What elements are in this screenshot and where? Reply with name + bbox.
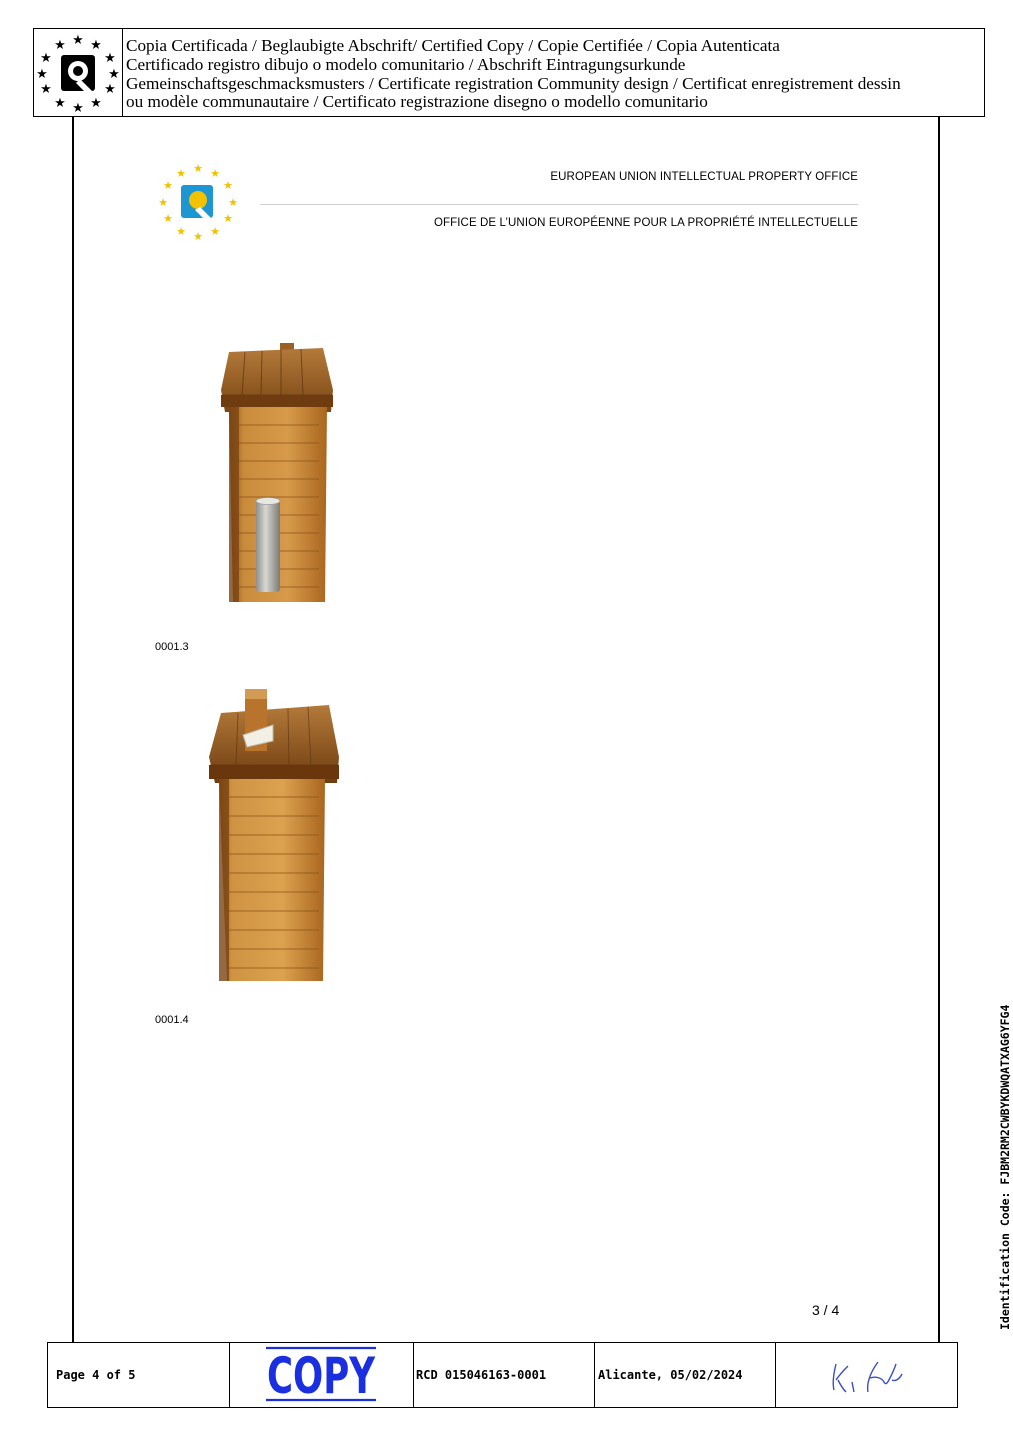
svg-text:★: ★	[90, 38, 102, 53]
svg-text:★: ★	[210, 225, 220, 238]
svg-text:★: ★	[158, 196, 168, 209]
svg-text:★: ★	[72, 33, 84, 48]
page-number: Page 4 of 5	[56, 1368, 136, 1382]
svg-text:★: ★	[104, 82, 116, 97]
certified-copy-header	[33, 28, 985, 117]
header-divider	[260, 204, 858, 205]
certificate-line: Copia Certificada / Beglaubigte Abschrift/ Certified Copy / Copie Certifiée / Copia Autenticata	[126, 36, 780, 55]
svg-text:★: ★	[176, 167, 186, 180]
office-name-french: OFFICE DE L’UNION EUROPÉENNE POUR LA PROPRIÉTÉ INTELLECTUELLE	[433, 217, 858, 229]
svg-text:★: ★	[54, 38, 66, 53]
svg-text:★: ★	[40, 82, 52, 97]
svg-text:★: ★	[223, 179, 233, 192]
design-view-image-0001-3	[215, 340, 340, 610]
view-label: 0001.4	[155, 1014, 189, 1026]
svg-text:★: ★	[163, 179, 173, 192]
office-name-english: EUROPEAN UNION INTELLECTUAL PROPERTY OFFICE	[550, 171, 858, 183]
place-date: Alicante, 05/02/2024	[598, 1368, 743, 1382]
svg-text:★: ★	[193, 162, 203, 175]
svg-text:★: ★	[163, 212, 173, 225]
svg-text:★: ★	[176, 225, 186, 238]
rcd-number: RCD 015046163-0001	[416, 1368, 547, 1382]
copy-stamp	[264, 1345, 378, 1403]
certificate-line: Gemeinschaftsgeschmacksmusters / Certificate registration Community design / Certificat enregistrement dessin	[126, 73, 901, 93]
svg-text:★: ★	[228, 196, 238, 209]
certificate-line: Certificado registro dibujo o modelo comunitario / Abschrift Eintragungsurkunde	[126, 54, 686, 74]
svg-text:★: ★	[223, 212, 233, 225]
svg-text:★: ★	[36, 67, 48, 82]
view-label: 0001.3	[155, 641, 189, 653]
svg-text:★: ★	[72, 101, 84, 116]
svg-text:★: ★	[90, 96, 102, 111]
identification-code: Identification Code: FJBM2RM2CWBYKDWQATXAG6YFG4	[998, 1004, 1012, 1330]
svg-text:★: ★	[210, 167, 220, 180]
rcd-cell	[414, 1343, 595, 1407]
page-number-cell	[48, 1343, 230, 1407]
certificate-title-block	[126, 37, 978, 112]
euipo-logo-icon	[156, 160, 240, 244]
svg-text:★: ★	[104, 51, 116, 66]
page-counter: 3 / 4	[812, 1302, 840, 1318]
design-view-image-0001-4	[203, 685, 343, 985]
footer-table	[47, 1342, 958, 1408]
certificate-line: ou modèle communautaire / Certificato registrazione disegno o modello comunitario	[126, 92, 708, 112]
copy-stamp-text: COPY	[267, 1347, 376, 1405]
handwritten-signature-icon	[822, 1352, 912, 1398]
place-date-cell	[595, 1343, 776, 1407]
signature-cell	[776, 1343, 957, 1407]
svg-text:★: ★	[40, 51, 52, 66]
svg-text:★: ★	[54, 96, 66, 111]
svg-text:★: ★	[108, 67, 120, 82]
svg-text:★: ★	[193, 230, 203, 243]
eu-trademark-seal-icon	[34, 29, 123, 116]
